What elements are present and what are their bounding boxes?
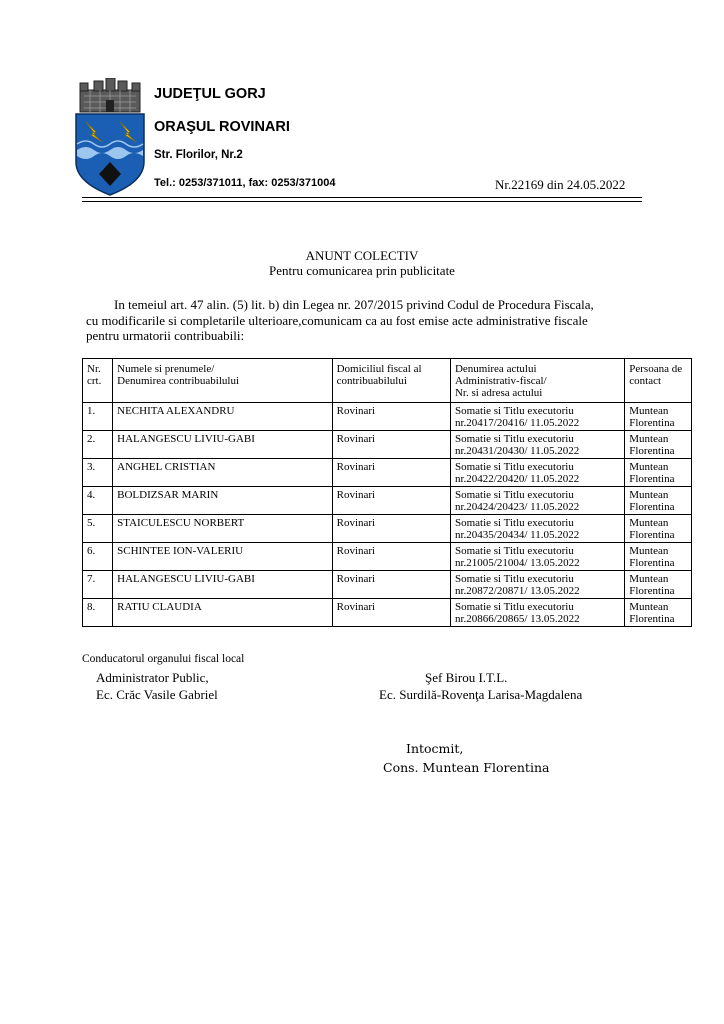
- cell-act: Somatie si Titlu executoriu nr.20435/20434/ 11.05.2022: [450, 515, 624, 543]
- header-rule: [82, 197, 642, 198]
- cell-contact: Muntean Florentina: [625, 487, 692, 515]
- cell-name: RATIU CLAUDIA: [113, 599, 332, 627]
- coat-of-arms-icon: [72, 78, 148, 196]
- document-subtitle: Pentru comunicarea prin publicitate: [269, 263, 455, 278]
- cell-name: STAICULESCU NORBERT: [113, 515, 332, 543]
- table-row: [83, 543, 692, 571]
- signature-right-name: Ec. Surdilă-Rovenţa Larisa-Magdalena: [379, 687, 583, 702]
- cell-name: ANGHEL CRISTIAN: [113, 459, 332, 487]
- table-header-row: [83, 359, 692, 403]
- header-rule-thin: [82, 201, 642, 202]
- signature-right-role: Şef Birou I.T.L.: [425, 670, 508, 685]
- table-row: [83, 431, 692, 459]
- document-title: ANUNT COLECTIV: [305, 248, 419, 263]
- cell-name: SCHINTEE ION-VALERIU: [113, 543, 332, 571]
- header-cell-act: Denumirea actului Administrativ-fiscal/ Nr. si adresa actului: [450, 359, 624, 403]
- mural-crown: [80, 78, 140, 112]
- taxpayer-table: [82, 358, 692, 627]
- cell-contact: Muntean Florentina: [625, 431, 692, 459]
- prepared-by-name: Cons. Muntean Florentina: [383, 760, 550, 775]
- table-row: [83, 403, 692, 431]
- cell-contact: Muntean Florentina: [625, 459, 692, 487]
- intro-line-3: pentru urmatorii contribuabili:: [86, 328, 245, 343]
- cell-act: Somatie si Titlu executoriu nr.21005/21004/ 13.05.2022: [450, 543, 624, 571]
- cell-name: NECHITA ALEXANDRU: [113, 403, 332, 431]
- cell-name: BOLDIZSAR MARIN: [113, 487, 332, 515]
- table-row: [83, 459, 692, 487]
- cell-contact: Muntean Florentina: [625, 543, 692, 571]
- cell-nr: 6.: [83, 543, 113, 571]
- cell-nr: 1.: [83, 403, 113, 431]
- cell-act: Somatie si Titlu executoriu nr.20424/20423/ 11.05.2022: [450, 487, 624, 515]
- cell-contact: Muntean Florentina: [625, 515, 692, 543]
- header-cell-contact: Persoana de contact: [625, 359, 692, 403]
- town-name: ORAŞUL ROVINARI: [154, 119, 290, 135]
- header-cell-domicile: Domiciliul fiscal al contribuabilului: [332, 359, 450, 403]
- cell-act: Somatie si Titlu executoriu nr.20417/20416/ 11.05.2022: [450, 403, 624, 431]
- cell-name: HALANGESCU LIVIU-GABI: [113, 431, 332, 459]
- cell-contact: Muntean Florentina: [625, 571, 692, 599]
- cell-act: Somatie si Titlu executoriu nr.20872/20871/ 13.05.2022: [450, 571, 624, 599]
- header-cell-name: Numele si prenumele/ Denumirea contribuabilului: [113, 359, 332, 403]
- contact-line: Tel.: 0253/371011, fax: 0253/371004: [154, 177, 336, 189]
- cell-nr: 8.: [83, 599, 113, 627]
- intro-line-2: cu modificarile si completarile ulterioare,comunicam ca au fost emise acte administrative fiscale: [86, 312, 588, 328]
- cell-contact: Muntean Florentina: [625, 599, 692, 627]
- cell-name: HALANGESCU LIVIU-GABI: [113, 571, 332, 599]
- cell-act: Somatie si Titlu executoriu nr.20431/20430/ 11.05.2022: [450, 431, 624, 459]
- header-cell-nr: Nr. crt.: [83, 359, 113, 403]
- table-row: [83, 487, 692, 515]
- table-row: [83, 571, 692, 599]
- cell-nr: 5.: [83, 515, 113, 543]
- prepared-by-label: Intocmit,: [406, 741, 464, 756]
- cell-domicile: Rovinari: [332, 571, 450, 599]
- cell-domicile: Rovinari: [332, 487, 450, 515]
- table-row: [83, 599, 692, 627]
- cell-act: Somatie si Titlu executoriu nr.20866/20865/ 13.05.2022: [450, 599, 624, 627]
- intro-paragraph: [86, 297, 646, 344]
- signature-lead: Conducatorul organului fiscal local: [82, 653, 245, 665]
- cell-domicile: Rovinari: [332, 599, 450, 627]
- intro-line-1: In temeiul art. 47 alin. (5) lit. b) din Legea nr. 207/2015 privind Codul de Procedura Fiscala,: [114, 297, 594, 312]
- cell-contact: Muntean Florentina: [625, 403, 692, 431]
- cell-nr: 2.: [83, 431, 113, 459]
- cell-domicile: Rovinari: [332, 431, 450, 459]
- county-name: JUDEŢUL GORJ: [154, 86, 266, 102]
- registration-number: Nr.22169 din 24.05.2022: [495, 177, 626, 192]
- cell-nr: 7.: [83, 571, 113, 599]
- signature-left-name: Ec. Crăc Vasile Gabriel: [96, 687, 218, 702]
- cell-domicile: Rovinari: [332, 459, 450, 487]
- cell-nr: 4.: [83, 487, 113, 515]
- cell-act: Somatie si Titlu executoriu nr.20422/20420/ 11.05.2022: [450, 459, 624, 487]
- cell-domicile: Rovinari: [332, 515, 450, 543]
- cell-nr: 3.: [83, 459, 113, 487]
- cell-domicile: Rovinari: [332, 543, 450, 571]
- signature-left-role: Administrator Public,: [96, 670, 209, 685]
- address: Str. Florilor, Nr.2: [154, 149, 243, 161]
- cell-domicile: Rovinari: [332, 403, 450, 431]
- table-row: [83, 515, 692, 543]
